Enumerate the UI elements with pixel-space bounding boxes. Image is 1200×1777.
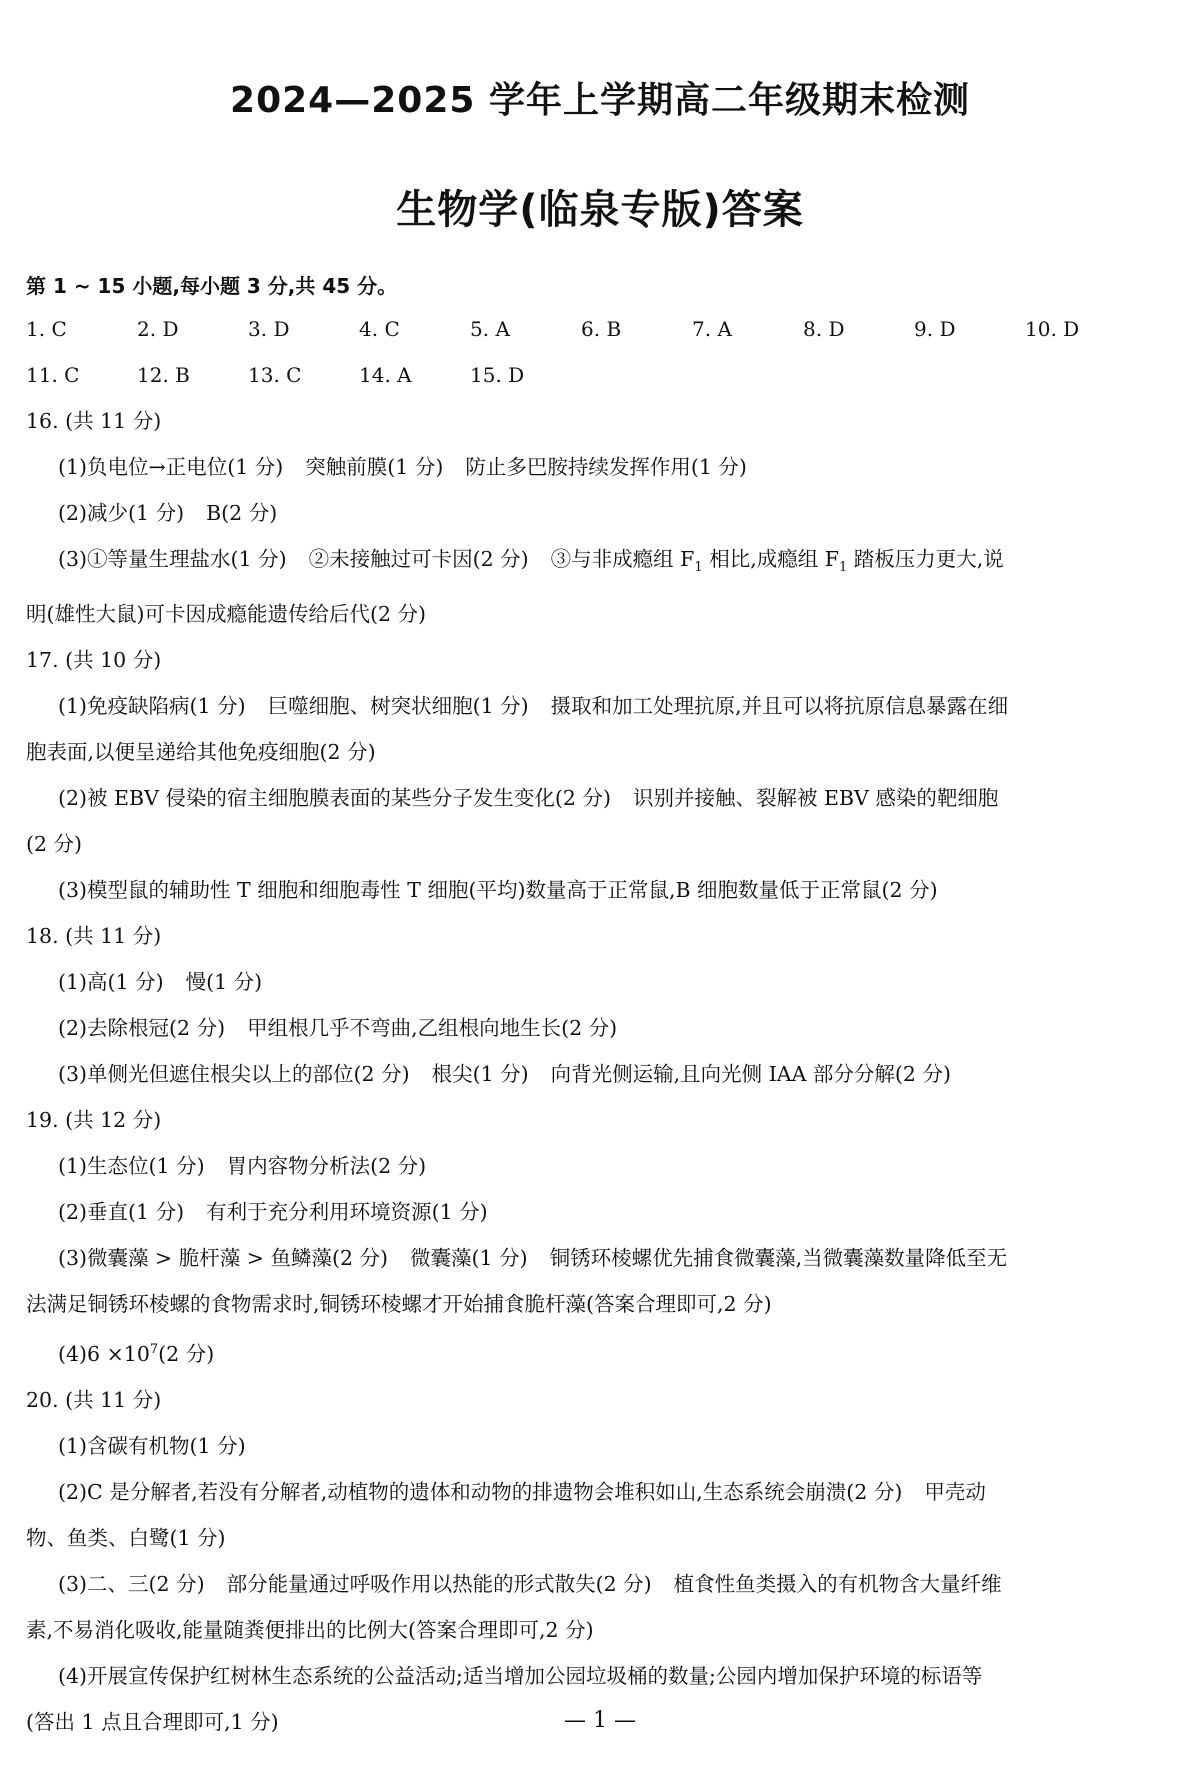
answer-text: (3)①等量生理盐水(1 分) [58,547,287,571]
mcq-answer: 5. A [470,317,510,341]
q17-part-2-continued: (2 分) [26,832,83,857]
q19-part-3-continued: 法满足铜锈环棱螺的食物需求时,铜锈环棱螺才开始捕食脆杆藻(答案合理即可,2 分) [26,1292,772,1317]
question-19-heading: 19. (共 12 分) [26,1108,162,1133]
q18-part-3 [26,1051,1176,1097]
answer-text: ③与非成瘾组 F [550,547,695,571]
q19-part-4 [26,1327,1176,1377]
answer-text: (2)减少(1 分) [58,501,185,525]
answer-text: 踏板压力更大,说 [847,547,1004,571]
answer-text: B(2 分) [206,501,278,525]
page-title: 2024—2025 学年上学期高二年级期末检测 [230,80,970,121]
answer-text: (2)去除根冠(2 分) [58,1016,226,1041]
q20-part-2 [26,1469,1176,1515]
answer-text: (2)垂直(1 分) [58,1200,185,1225]
answer-text: (3)二、三(2 分) [58,1571,205,1596]
answer-text: 胃内容物分析法(2 分) [226,1154,427,1179]
mcq-row-1 [26,306,1176,352]
q16-part-1 [26,444,1176,490]
q19-part-2 [26,1189,1176,1235]
mcq-row-2 [26,352,1176,398]
answer-text: (2)被 EBV 侵染的宿主细胞膜表面的某些分子发生变化(2 分) [58,786,611,811]
answer-text: (3)单侧光但遮住根尖以上的部位(2 分) [58,1062,410,1087]
q20-part-3-continued: 素,不易消化吸收,能量随粪便排出的比例大(答案合理即可,2 分) [26,1617,594,1642]
answer-text: (1)生态位(1 分) [58,1154,205,1179]
mcq-answer: 6. B [581,317,622,341]
answer-text: 微囊藻(1 分) [410,1246,528,1271]
subscript: 1 [694,560,703,576]
q20-part-4: (4)开展宣传保护红树林生态系统的公益活动;适当增加公园垃圾桶的数量;公园内增加保护环境的标语等 [58,1663,983,1688]
mcq-intro: 第 1 ~ 15 小题,每小题 3 分,共 45 分。 [26,274,398,298]
answer-text: 识别并接触、裂解被 EBV 感染的靶细胞 [632,786,999,811]
subscript: 1 [838,560,848,576]
answer-text: 防止多巴胺持续发挥作用(1 分) [465,455,747,479]
q19-part-1 [26,1143,1176,1189]
mcq-answer: 12. B [137,363,190,387]
page-number: — 1 — [564,1708,636,1733]
q17-part-1 [26,683,1176,729]
mcq-answer: 10. D [1025,317,1080,341]
answer-text: 慢(1 分) [185,970,263,995]
mcq-answer: 14. A [359,363,412,387]
q17-part-3: (3)模型鼠的辅助性 T 细胞和细胞毒性 T 细胞(平均)数量高于正常鼠,B 细胞数量低于正常鼠(2 分) [58,878,938,903]
q20-part-4-continued: (答出 1 点且合理即可,1 分) [26,1709,279,1734]
question-18-heading: 18. (共 11 分) [26,924,162,949]
answer-text: 巨噬细胞、树突状细胞(1 分) [267,694,529,719]
superscript: 7 [149,1342,159,1358]
q17-part-1-continued: 胞表面,以便呈递给其他免疫细胞(2 分) [26,740,376,765]
q18-part-2 [26,1005,1176,1051]
mcq-answer: 9. D [914,317,956,341]
answer-text: 有利于充分利用环境资源(1 分) [206,1200,488,1225]
answer-text: (2 分) [158,1341,215,1366]
answer-text: 向背光侧运输,且向光侧 IAA 部分分解(2 分) [550,1062,951,1087]
q20-part-1: (1)含碳有机物(1 分) [58,1433,246,1458]
answer-text: 植食性鱼类摄入的有机物含大量纤维 [673,1571,1002,1596]
mcq-answer: 1. C [26,317,67,341]
answer-text: ②未接触过可卡因(2 分) [308,547,529,571]
q17-part-2 [26,775,1176,821]
answer-text: 相比,成瘾组 F [702,547,839,571]
q20-part-2-continued: 物、鱼类、白鹭(1 分) [26,1525,226,1550]
answer-text: (1)负电位→正电位(1 分) [58,455,284,479]
q16-part-2 [26,490,1176,536]
answer-text: 根尖(1 分) [431,1062,529,1087]
question-16-heading: 16. (共 11 分) [26,409,162,433]
question-17-heading: 17. (共 10 分) [26,648,162,673]
answer-text: (4)6 ×10 [58,1341,150,1366]
answer-text: 铜锈环棱螺优先捕食微囊藻,当微囊藻数量降低至无 [549,1246,1008,1271]
answer-text: 甲组根几乎不弯曲,乙组根向地生长(2 分) [247,1016,618,1041]
answer-text: 部分能量通过呼吸作用以热能的形式散失(2 分) [226,1571,652,1596]
page-subtitle: 生物学(临泉专版)答案 [396,187,804,233]
answer-text: (2)C 是分解者,若没有分解者,动植物的遗体和动物的排遗物会堆积如山,生态系统会崩溃(2 分) [58,1479,903,1504]
mcq-answer: 13. C [248,363,302,387]
q18-part-1 [26,959,1176,1005]
mcq-answer: 11. C [26,363,80,387]
q16-part-3-continued: 明(雄性大鼠)可卡因成瘾能遗传给后代(2 分) [26,602,427,627]
answer-content [26,266,1176,1745]
answer-text: (1)高(1 分) [58,970,164,995]
q20-part-3 [26,1561,1176,1607]
answer-text: (3)微囊藻 > 脆杆藻 > 鱼鳞藻(2 分) [58,1246,389,1271]
q19-part-3 [26,1235,1176,1281]
mcq-answer: 2. D [137,317,179,341]
mcq-answer: 7. A [692,317,732,341]
question-20-heading: 20. (共 11 分) [26,1387,162,1412]
answer-text: (1)免疫缺陷病(1 分) [58,694,246,719]
mcq-answer: 3. D [248,317,290,341]
mcq-answer: 4. C [359,317,400,341]
answer-text: 突触前膜(1 分) [305,455,444,479]
q16-part-3 [26,536,1176,591]
mcq-answer: 8. D [803,317,845,341]
answer-text: 摄取和加工处理抗原,并且可以将抗原信息暴露在细 [550,694,1009,719]
mcq-answer: 15. D [470,363,525,387]
answer-text: 甲壳动 [924,1479,986,1504]
